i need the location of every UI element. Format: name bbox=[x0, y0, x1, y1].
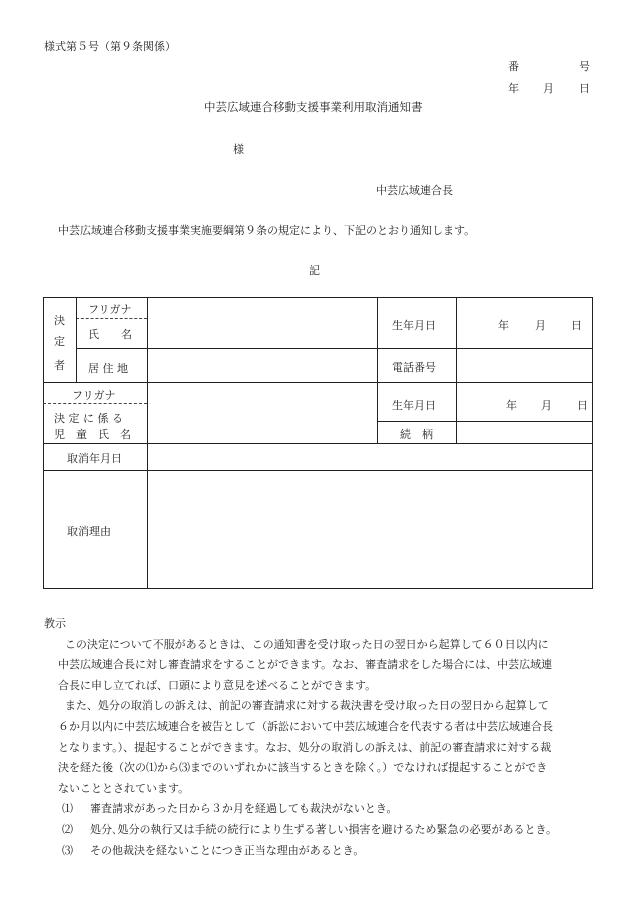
instructions-item bbox=[44, 841, 604, 862]
address-label: 居 住 地 bbox=[88, 362, 128, 375]
decider-label-2: 定 bbox=[54, 335, 65, 348]
number-label-go: 号 bbox=[579, 60, 590, 73]
name-label: 氏 名 bbox=[88, 328, 132, 341]
item-text: 審査請求があった日から３か月を経過しても裁決がないとき。 bbox=[90, 802, 398, 816]
item-number: ⑵ bbox=[62, 822, 73, 836]
decider-label-1: 決 bbox=[54, 314, 65, 327]
instructions bbox=[44, 614, 604, 861]
child-birthdate-label: 生年月日 bbox=[392, 399, 436, 412]
date-month-label: 月 bbox=[543, 82, 554, 95]
birthdate-day: 日 bbox=[571, 319, 582, 332]
item-text: 処分､処分の執行又は手続の続行により生ずる著しい損害を避けるため緊急の必要があるとき。 bbox=[90, 822, 558, 836]
date-day-label: 日 bbox=[579, 82, 590, 95]
instructions-item bbox=[44, 799, 604, 820]
birthdate-year: 年 bbox=[498, 319, 509, 332]
ki-heading: 記 bbox=[309, 264, 320, 277]
date-year-label: 年 bbox=[508, 82, 519, 95]
number-label-ban: 番 bbox=[508, 60, 519, 73]
cancel-date-label: 取消年月日 bbox=[67, 452, 122, 465]
phone-label: 電話番号 bbox=[392, 361, 436, 374]
child-furigana-label: フリガナ bbox=[72, 389, 116, 402]
item-text: その他裁決を経ないことにつき正当な理由があるとき。 bbox=[90, 843, 365, 857]
decider-label-3: 者 bbox=[54, 359, 65, 372]
item-number: ⑶ bbox=[62, 843, 73, 857]
furigana-label: フリガナ bbox=[88, 303, 132, 316]
sender-name: 中芸広域連合長 bbox=[376, 184, 453, 197]
addressee-suffix: 様 bbox=[233, 143, 244, 156]
child-birthdate-year: 年 bbox=[506, 399, 517, 412]
instructions-para1-line3: 合長に申し立てれば、口頭により意見を述べることができます。 bbox=[58, 678, 377, 692]
item-number: ⑴ bbox=[62, 802, 73, 816]
child-label-1: 決 定 に 係 る bbox=[54, 412, 123, 425]
child-birthdate-day: 日 bbox=[577, 399, 588, 412]
form-table bbox=[43, 297, 593, 589]
child-birthdate-month: 月 bbox=[541, 399, 552, 412]
relation-label: 続 柄 bbox=[400, 428, 433, 441]
instructions-para2-line3: となります。）、提起することができます。なお、処分の取消しの訴えは、前記の審査請求に対する裁 bbox=[58, 740, 552, 754]
intro-text: 中芸広域連合移動支援事業実施要綱第９条の規定により、下記のとおり通知します。 bbox=[58, 224, 476, 237]
instructions-heading: 教示 bbox=[44, 617, 66, 630]
instructions-para2-line4: 決を経た後（次の⑴から⑶までのいずれかに該当するときを除く。）でなければ提起することができ bbox=[58, 761, 548, 775]
document-title: 中芸広域連合移動支援事業利用取消通知書 bbox=[204, 100, 423, 114]
instructions-para2-line2: ６か月以内に中芸広域連合を被告として（訴訟において中芸広域連合を代表する者は中芸広域連合長 bbox=[58, 719, 553, 733]
child-label-2: 児 童 氏 名 bbox=[54, 428, 131, 441]
instructions-para2-line5: ないこととされています。 bbox=[58, 781, 190, 795]
instructions-para2-line1: また、処分の取消しの訴えは、前記の審査請求に対する裁決書を受け取った日の翌日から起算して bbox=[64, 699, 549, 713]
form-number-label: 様式第５号（第９条関係） bbox=[44, 40, 176, 53]
instructions-para1-line2: 中芸広域連合長に対し審査請求をすることができます。なお、審査請求をした場合には、中芸広域連 bbox=[58, 658, 553, 672]
instructions-item bbox=[44, 820, 604, 841]
instructions-para1-line1: この決定について不服があるときは、この通知書を受け取った日の翌日から起算して６０日以内に bbox=[64, 637, 549, 651]
cancel-reason-label: 取消理由 bbox=[67, 525, 111, 538]
birthdate-label: 生年月日 bbox=[392, 319, 436, 332]
birthdate-month: 月 bbox=[535, 319, 546, 332]
